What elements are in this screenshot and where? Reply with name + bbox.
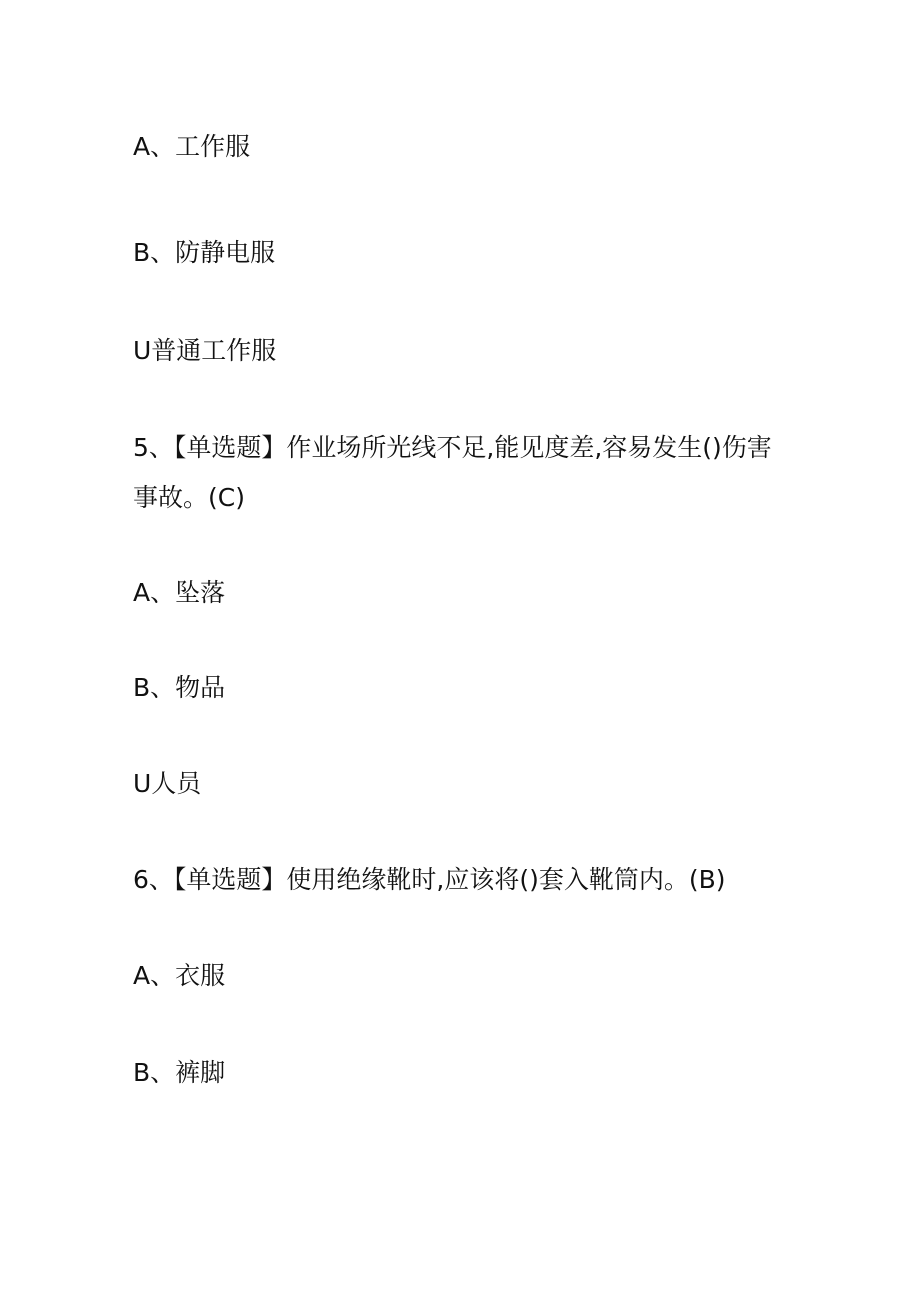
- option-c-personnel: U人员: [133, 769, 202, 798]
- option-c-ordinary-work-clothes: U普通工作服: [133, 336, 277, 365]
- option-b-objects: B、物品: [133, 673, 226, 702]
- option-a-work-clothes: A、工作服: [133, 132, 251, 161]
- option-b-trouser-legs: B、裤脚: [133, 1058, 226, 1087]
- option-a-clothes: A、衣服: [133, 961, 226, 990]
- question-6: 6、【单选题】使用绝缘靴时,应该将()套入靴筒内。(B): [133, 865, 726, 894]
- question-5: 5、【单选题】作业场所光线不足,能见度差,容易发生()伤害事故。(C): [133, 433, 772, 512]
- option-b-antistatic-clothes: B、防静电服: [133, 238, 276, 267]
- option-a-fall: A、坠落: [133, 578, 226, 607]
